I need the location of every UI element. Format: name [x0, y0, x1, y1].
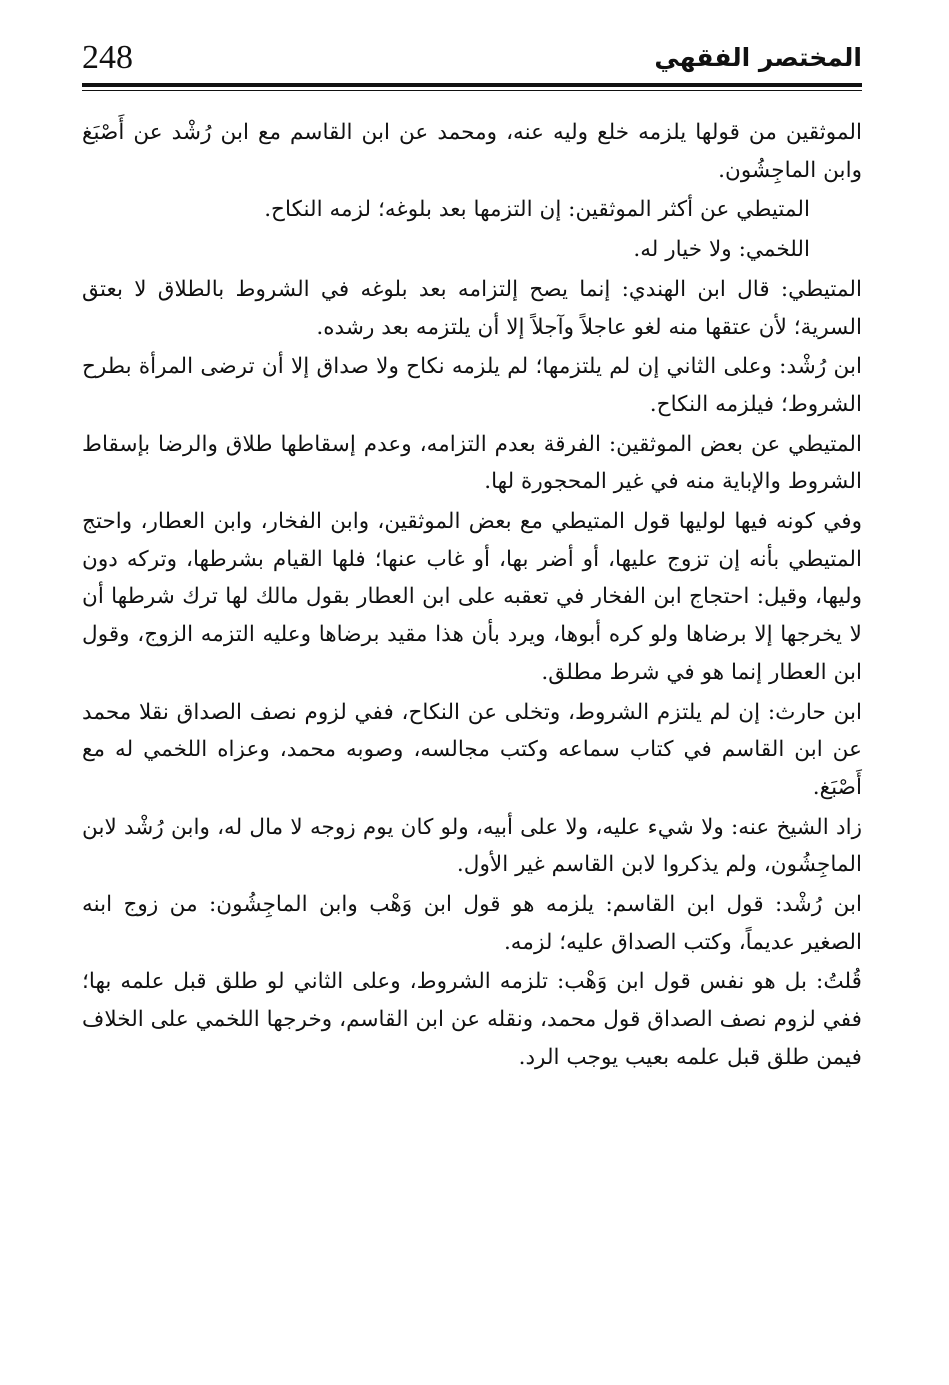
page-number: 248	[82, 39, 133, 76]
paragraph: قُلتُ: بل هو نفس قول ابن وَهْب: تلزمه الشروط، وعلى الثاني لو طلق قبل علمه بها؛ ففي لزوم نصف الصداق قول محمد، ونقله عن ابن القاسم، وخرجها اللخمي على الخلاف فيمن طلق قبل علمه بعيب يوجب الرد.	[82, 969, 862, 1070]
paragraph: المتيطي عن أكثر الموثقين: إن التزمها بعد بلوغه؛ لزمه النكاح.	[264, 197, 810, 223]
paragraph: المتيطي عن بعض الموثقين: الفرقة بعدم التزامه، وعدم إسقاطها طلاق والرضا بإسقاط الشروط والإباية منه في غير المحجورة لها.	[82, 431, 862, 495]
paragraph: اللخمي: ولا خيار له.	[633, 237, 810, 263]
header-rule-thick	[82, 83, 862, 87]
paragraph: زاد الشيخ عنه: ولا شيء عليه، ولا على أبيه، ولو كان يوم زوجه لا مال له، وابن رُشْد لابن الماجِشُون، ولم يذكروا لابن القاسم غير الأول.	[82, 814, 862, 878]
paragraph: ابن رُشْد: قول ابن القاسم: يلزمه هو قول ابن وَهْب وابن الماجِشُون: من زوج ابنه الصغير عديماً، وكتب الصداق عليه؛ لزمه.	[82, 892, 862, 955]
paragraph: ابن رُشْد: وعلى الثاني إن لم يلتزمها؛ لم يلزمه نكاح ولا صداق إلا أن ترضى المرأة بطرح الشروط؛ فيلزمه النكاح.	[82, 354, 862, 417]
book-title: المختصر الفقهي	[654, 43, 862, 72]
paragraph: ابن حارث: إن لم يلتزم الشروط، وتخلى عن النكاح، ففي لزوم نصف الصداق نقلا محمد عن ابن القاسم في كتاب سماعه وكتب مجالسه، وصوبه محمد، وعزاه اللخمي له مع أَصْبَغ.	[82, 699, 862, 800]
paragraph: وفي كونه فيها لوليها قول المتيطي مع بعض الموثقين، وابن الفخار، وابن العطار، واحتج المتيطي بأنه إن تزوج عليها، أو أضر بها، أو غاب عنها؛ فلها القيام بشرطها، وتركه دون وليها، وقيل: احتجاج ابن الفخار في تعقبه على ابن العطار بقول مالك لها ترك شرطها أن لا يخرجها إلا برضاها ولو كره أبوها، ويرد بأن هذا مقيد برضاها وعليه التزمه الزوج، وقول ابن العطار إنما هو في شرط مطلق.	[82, 509, 862, 685]
text-body	[82, 114, 862, 1079]
paragraph: الموثقين من قولها يلزمه خلع وليه عنه، ومحمد عن ابن القاسم مع ابن رُشْد عن أَصْبَغ وابن الماجِشُون.	[82, 120, 862, 183]
paragraph: المتيطي: قال ابن الهندي: إنما يصح إلتزامه بعد بلوغه في الشروط بالطلاق لا بعتق السرية؛ لأن عتقها منه لغو عاجلاً وآجلاً إلا أن يلتزمه بعد رشده.	[82, 276, 862, 340]
header-rule-thin	[82, 90, 862, 91]
page-header	[82, 38, 862, 78]
